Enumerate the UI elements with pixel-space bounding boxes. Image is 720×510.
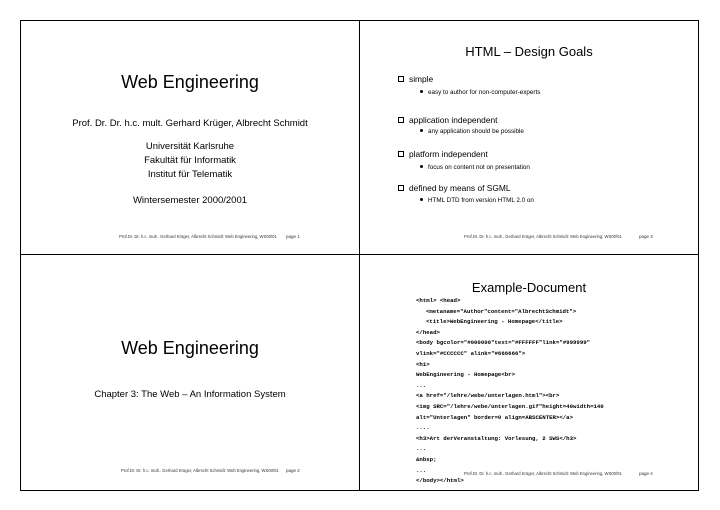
code-line: ... [416,445,427,453]
checkbox-bullet-icon [398,185,404,191]
code-line: <title>WebEngineering - Homepage</title> [426,318,563,326]
code-line: alt="Unterlagen" border=0 align=ABSCENTER></a> [416,413,574,421]
code-line: <a href="/lehre/webe/unterlagen.html"><br> [416,392,560,400]
sub-bullet: easy to author for non-computer-experts [420,89,540,96]
slide-footer: Prof.Dr. Dr. h.c. mult.. Gerhard Krüger, Albrecht Schmidt: Web Engineering, WS00/01 [121,468,279,473]
code-line: ... [416,381,427,389]
code-line: ... [416,466,427,474]
code-line: <h3>Art derVeranstaltung: Vorlesung, 2 SWS</h3> [416,434,577,442]
faculty: Fakultät für Informatik [144,155,236,166]
chapter-title: Chapter 3: The Web – An Information System [94,389,286,400]
bullet: application independent [398,115,497,125]
dot-bullet-icon [420,165,423,168]
code-line: <h1> [416,360,430,368]
bullet: defined by means of SGML [398,183,511,193]
code-line: </body></html> [416,477,464,485]
slide-4 [360,255,698,490]
bullet: platform independent [398,149,488,159]
sub-bullet: focus on content not on presentation [420,164,530,171]
page-number: page 4 [639,471,653,476]
slide-footer: Prof.Dr. Dr. h.c. mult.. Gerhard Krüger, Albrecht Schmidt: Web Engineering, WS00/01 [464,471,622,476]
code-line: <html> <head> [416,297,461,304]
page-number: page 2 [286,468,300,473]
code-line: <body bgcolor="#000000"text="#FFFFFF"link="#999999" [416,339,591,347]
sub-bullet: HTML DTD from version HTML 2.0 on [420,197,534,204]
slide-2 [21,255,359,490]
checkbox-bullet-icon [398,151,404,157]
code-line: WebEngineering - Homepage<br> [416,371,515,379]
slide-footer: Prof.Dr. Dr. h.c. mult.. Gerhard Krüger, Albrecht Schmidt: Web Engineering, WS00/01 [464,234,622,239]
checkbox-bullet-icon [398,117,404,123]
dot-bullet-icon [420,198,423,201]
slide-title: Example-Document [471,280,587,295]
semester: Wintersemester 2000/2001 [132,195,248,206]
sub-bullet: any application should be possible [420,128,524,135]
checkbox-bullet-icon [398,76,404,82]
page-number: page 1 [286,234,300,239]
slide-3 [360,21,698,254]
dot-bullet-icon [420,129,423,132]
code-line: </head> [416,328,440,336]
code-line: <metaname="Author"content="AlbrechtSchmidt"> [426,307,577,315]
slide-footer: Prof.Dr. Dr. h.c. mult.. Gerhard Krüger, Albrecht Schmidt: Web Engineering, WS00/01 [119,234,277,239]
slide-title: HTML – Design Goals [465,44,593,59]
code-listing [416,296,604,487]
slide-title: Web Engineering [121,72,259,92]
code-line: .... [416,424,430,432]
authors: Prof. Dr. Dr. h.c. mult. Gerhard Krüger, Albrecht Schmidt [72,118,308,129]
institute: Institut für Telematik [147,169,233,180]
code-line: vlink="#CCCCCC" alink="#666666"> [416,349,526,357]
slide-1 [21,21,359,254]
university: Universität Karlsruhe [145,141,235,152]
code-line: &nbsp; [416,455,437,463]
bullet: simple [398,74,433,84]
dot-bullet-icon [420,90,423,93]
slide-title: Web Engineering [121,338,259,358]
code-line: <img SRC="/lehre/webe/unterlagen.gif"height=40width=140 [416,402,604,410]
page-number: page 3 [639,234,653,239]
